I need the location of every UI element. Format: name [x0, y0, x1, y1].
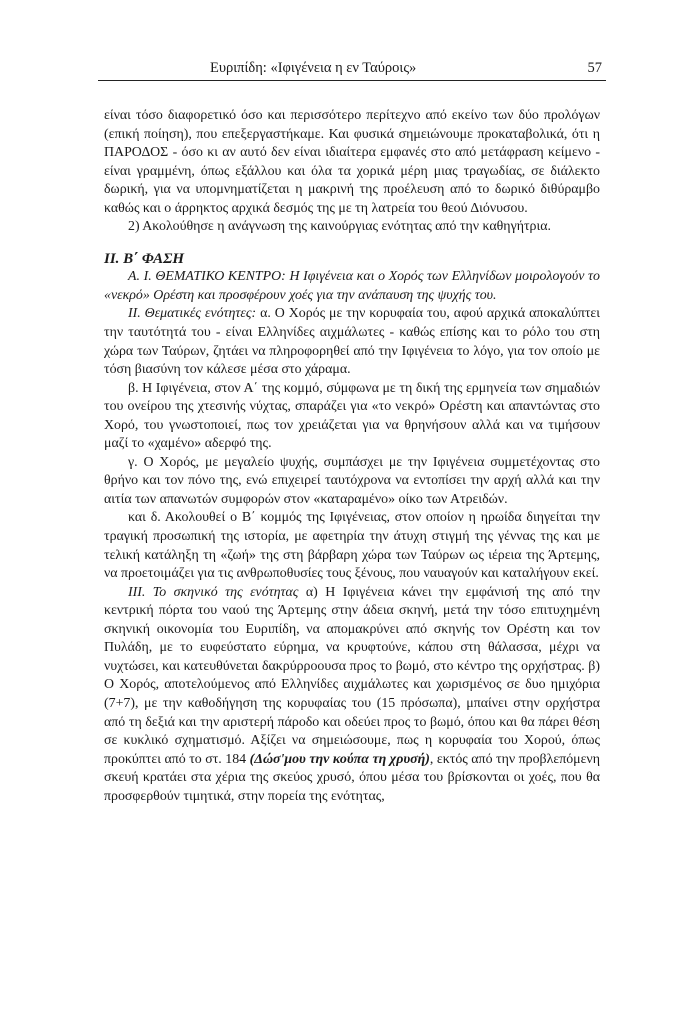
- page-number: 57: [587, 60, 602, 76]
- scenery-quote: (Δώσ'μου την κούπα τη χρυσή): [249, 751, 430, 767]
- paragraph: και δ. Ακολουθεί ο Β΄ κομμός της Ιφιγένειας, στον οποίον η ηρωίδα διηγείται την τραγική προσωπική της ιστορία, με αφετηρία την άτυχη στιγμή της γέννας της και με τελική κατάληξη τη «ζωή» της στη βάρβαρη χώρα των Ταύρων ως ιέρεια της Άρτεμης, να προετοιμάζει για τις ανθρωποθυσίες τους ξένους, που ναυαγούν και καταλήγουν εκεί.: [104, 510, 600, 582]
- scenery-text-end: , εκτός από την προβλεπόμενη σκευή κρατάει στα χέρια της σκεύος χρυσό, όπου μέσα του βρίσκονται οι χοές, που θα προσφερθούν τιμητικά, στην πορεία της ενότητας,: [104, 751, 600, 804]
- thematic-units-label: ΙΙ. Θεματικές ενότητες:: [128, 306, 257, 322]
- paragraph: β. Η Ιφιγένεια, στον Α΄ της κομμό, σύμφωνα με τη δική της ερμηνεία των σημαδιών του ονείρου της χτεσινής νύχτας, σπαράζει για «το νεκρό» Ορέστη και απαντώντας στο Χορό, του γνωστοποιεί, πως τον χρειάζεται για να θρηνήσουν αλλά και να τιμήσουν μαζί το «χαμένο» αδερφό της.: [104, 380, 600, 452]
- thematic-center-paragraph: [104, 268, 600, 305]
- section-heading: ΙΙ. Β΄ ΦΑΣΗ: [104, 250, 185, 267]
- scenery-text: α) Η Ιφιγένεια κάνει την εμφάνισή της από την κεντρική πόρτα του ναού της Άρτεμης στην άδεια σκηνή, μετά την τόσο επιτυχημένη σκηνική οικονομία του Ευριπίδη, να απομακρύνει από σκηνής τον Ορέστη και τον Πυλάδη, με το ευφεύστατο εύρημα, να κρυφτούνε, κάπου στη θάλασσα, μέχρι να νυχτώσει, και κατευθύνεται δακρύρροουσα προς το βωμό, στο κέντρο της ορχήστρας. β) Ο Χορός, αποτελούμενος από Ελληνίδες αιχμάλωτες και χωρισμένος σε δυο ημιχόρια (7+7), με την καθοδήγηση της κορυφαίας του (15 πρόσωπα), μπαίνει στην ορχήστρα από τη δεξιά και την αριστερή πάροδο και οδεύει προς το βωμό, όπου και θα πάρει θέση σε κυκλικό σχηματισμό. Αξίζει να σημειώσουμε, πως η κορυφαία του Χορού, όπως προκύπτει από το στ. 184: [104, 584, 600, 767]
- paragraph: είναι τόσο διαφορετικό όσο και περισσότερο περίτεχνο από εκείνο των δύο προλόγων (επική ποίηση), που επεξεργαστήκαμε. Και φυσικά σημειώνουμε προκαταβολικά, ότι η ΠΑΡΟΔΟΣ - όσο κι αν αυτό δεν είναι ιδιαίτερα εμφανές στο από μετάφραση κείμενο - είναι γραμμένη, όπως εξάλλου και όλα τα χορικά μέρη μιας τραγωδίας, σε διάλεκτο δωρική, για να υπομνηματίζεται η μακρινή της προέλευση από το δωρικό διθύραμβο καθώς και ο άρρηκτος αρχικά δεσμός της με τη λατρεία του θεού Διόνυσου.: [104, 108, 600, 216]
- scenery-label: ΙΙΙ. Το σκηνικό της ενότητας: [128, 584, 299, 600]
- paragraph: γ. Ο Χορός, με μεγαλείο ψυχής, συμπάσχει με την Ιφιγένεια συμμετέχοντας στο θρήνο και τον πόνο της, ενώ επιχειρεί ταυτόχρονα να εντοπίσει την αρχή αλλά και την αιτία των απανωτών συμφορών στον «καταραμένο» οίκο των Ατρειδών.: [104, 454, 600, 507]
- thematic-center-label: Α. Ι. ΘΕΜΑΤΙΚΟ ΚΕΝΤΡΟ:: [128, 269, 286, 285]
- running-header: [98, 58, 606, 81]
- body-text: [104, 107, 600, 806]
- running-title: Ευριπίδη: «Ιφιγένεια η εν Ταύροις»: [210, 60, 417, 76]
- thematic-units-text: α. Ο Χορός με την κορυφαία του, αφού αρχικά αποκαλύπτει την ταυτότητά του - είναι Ελληνίδες αιχμάλωτες - καθώς επίσης και το ρόλο του στη χώρα των Ταύρων, ζητάει να πληροφορηθεί από την Ιφιγένεια το λόγο, για τον οποίο με τόση βιασύνη τον κάλεσε μέσα στο χάραμα.: [104, 306, 600, 378]
- paragraph: 2) Ακολούθησε η ανάγνωση της καινούργιας ενότητας από την καθηγήτρια.: [128, 219, 551, 235]
- scenery-paragraph: [104, 584, 600, 807]
- thematic-units-paragraph: [104, 305, 600, 379]
- thematic-center-text: Η Ιφιγένεια και ο Χορός των Ελληνίδων μοιρολογούν το «νεκρό» Ορέστη και προσφέρουν χοές για την ανάπαυση της ψυχής του.: [104, 269, 600, 303]
